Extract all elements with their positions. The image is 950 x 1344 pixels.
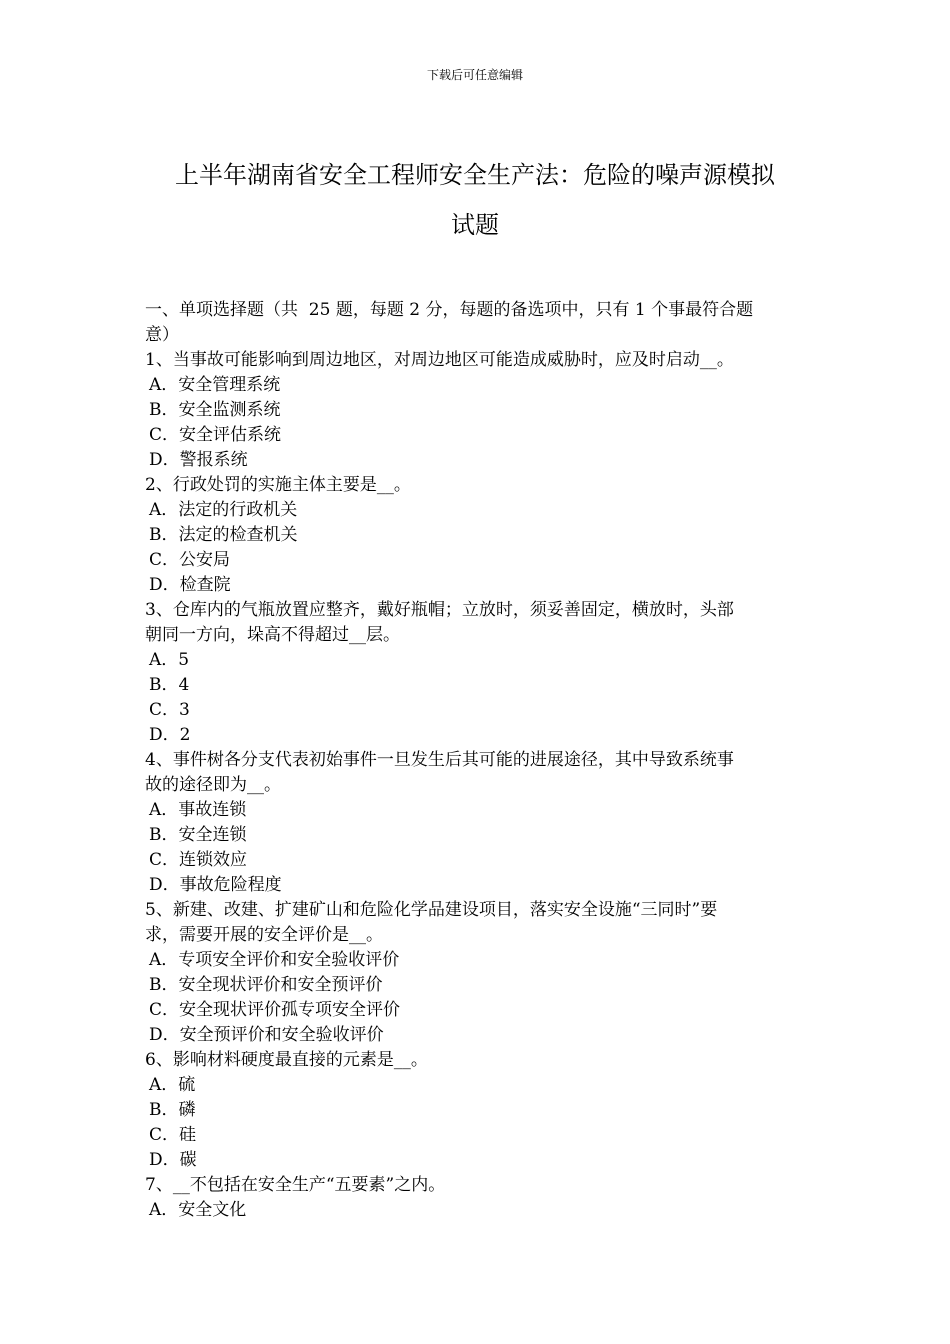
option-a: A．事故连锁 (149, 800, 247, 820)
option-c: C．安全评估系统 (149, 425, 282, 445)
option-d: D．检查院 (149, 575, 231, 595)
question-stem: 4、事件树各分支代表初始事件一旦发生后其可能的进展途径，其中导致系统事 (145, 750, 734, 770)
option-a: A．安全管理系统 (149, 375, 281, 395)
question-6 (145, 1048, 810, 1173)
option-a: A．法定的行政机关 (149, 500, 298, 520)
header-note: 下载后可任意编辑 (426, 68, 523, 82)
title-line-1: 上半年湖南省安全工程师安全生产法：危险的噪声源模拟 (175, 161, 775, 189)
option-c: C．连锁效应 (149, 850, 248, 870)
question-1 (145, 348, 810, 473)
option-d: D．安全预评价和安全验收评价 (149, 1025, 384, 1045)
option-b: B．磷 (149, 1100, 196, 1120)
question-3 (145, 598, 810, 748)
document-body (145, 298, 810, 1223)
question-stem: 5、新建、改建、扩建矿山和危险化学品建设项目，落实安全设施“三同时”要 (145, 900, 718, 920)
option-c: C．硅 (149, 1125, 197, 1145)
question-2 (145, 473, 810, 598)
option-c: C．安全现状评价孤专项安全评价 (149, 1000, 401, 1020)
question-4 (145, 748, 810, 898)
option-d: D．事故危险程度 (149, 875, 282, 895)
option-b: B．安全连锁 (149, 825, 247, 845)
question-stem: 6、影响材料硬度最直接的元素是__。 (145, 1050, 428, 1070)
question-stem: 2、行政处罚的实施主体主要是__。 (145, 475, 411, 495)
section-heading-line-1: 一、单项选择题（共 25 题，每题 2 分，每题的备选项中，只有 1 个事最符合题 (145, 300, 754, 320)
option-b: B．安全监测系统 (149, 400, 281, 420)
question-stem: 3、仓库内的气瓶放置应整齐，戴好瓶帽；立放时，须妥善固定，横放时，头部 (145, 600, 734, 620)
section-heading-line-2: 意） (145, 325, 179, 345)
question-stem-continued: 故的途径即为__。 (145, 775, 281, 795)
option-a: A．安全文化 (149, 1200, 247, 1220)
option-a: A．5 (149, 650, 190, 670)
option-d: D．碳 (149, 1150, 197, 1170)
question-stem: 1、当事故可能影响到周边地区，对周边地区可能造成威胁时，应及时启动__。 (145, 350, 734, 370)
question-7 (145, 1173, 810, 1223)
question-stem-continued: 朝同一方向，垛高不得超过__层。 (145, 625, 400, 645)
option-c: C．3 (149, 700, 190, 720)
option-b: B．法定的检查机关 (149, 525, 298, 545)
document-title (140, 150, 810, 250)
question-stem-continued: 求，需要开展的安全评价是__。 (145, 925, 383, 945)
option-c: C．公安局 (149, 550, 231, 570)
title-line-2: 试题 (451, 211, 499, 239)
question-5 (145, 898, 810, 1048)
option-d: D．警报系统 (149, 450, 248, 470)
option-a: A．硫 (149, 1075, 196, 1095)
option-a: A．专项安全评价和安全验收评价 (149, 950, 400, 970)
option-b: B．4 (149, 675, 190, 695)
option-b: B．安全现状评价和安全预评价 (149, 975, 383, 995)
question-stem: 7、__不包括在安全生产“五要素”之内。 (145, 1175, 446, 1195)
option-d: D．2 (149, 725, 191, 745)
